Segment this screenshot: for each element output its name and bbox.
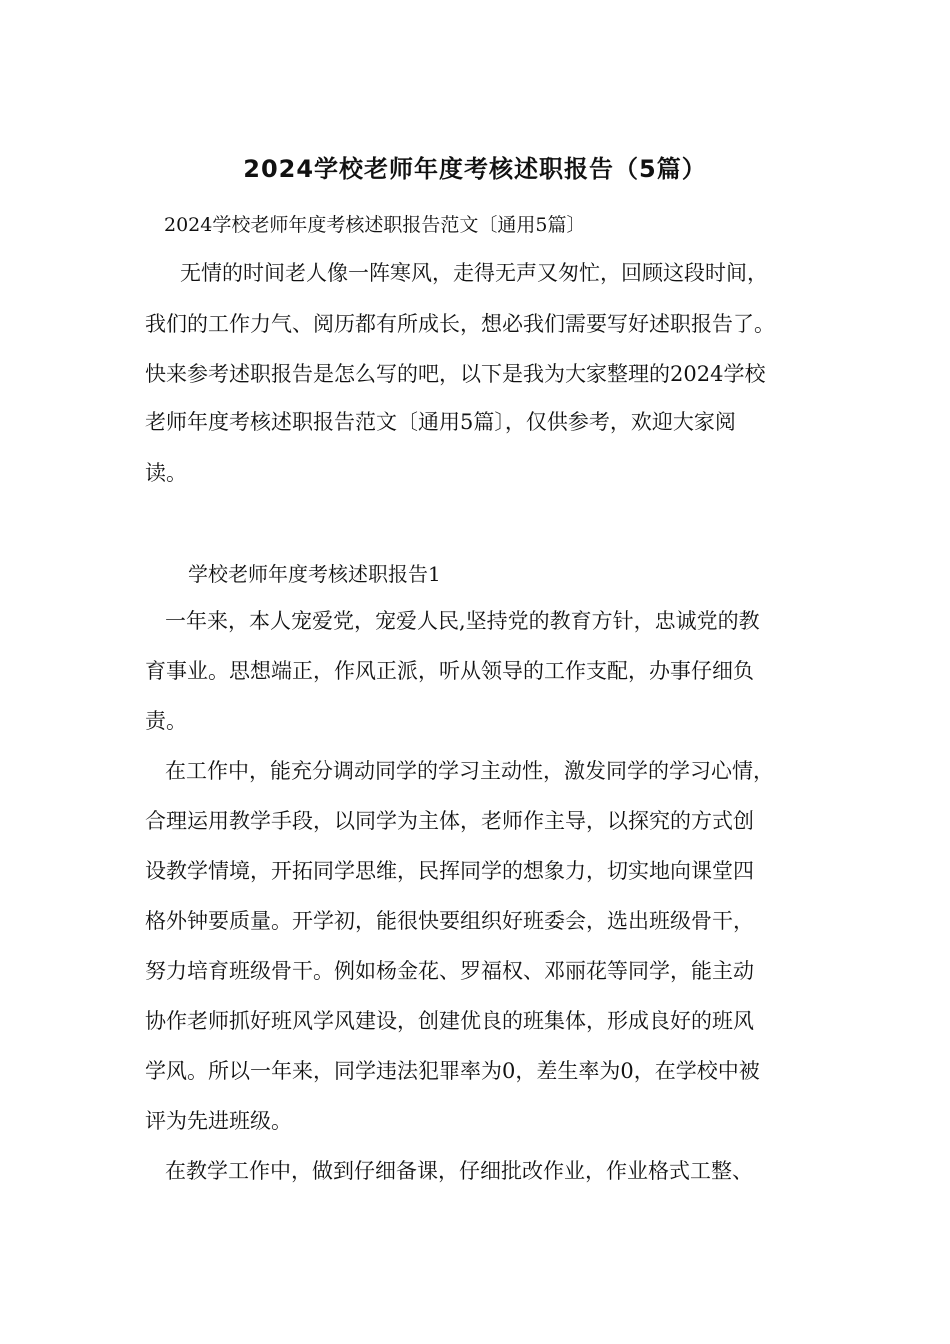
section-heading: 学校老师年度考核述职报告1 [188, 562, 441, 586]
document-title: 2024学校老师年度考核述职报告（5篇） [243, 155, 707, 183]
body-line-3: 责。 [145, 709, 187, 733]
body-line-11: 评为先进班级。 [145, 1109, 292, 1133]
body-line-6: 设教学情境，开拓同学思维，民挥同学的想象力，切实地向课堂四 [145, 859, 754, 883]
body-line-1: 一年来，本人宠爱党，宠爱人民,坚持党的教育方针，忠诚党的教 [165, 609, 760, 633]
body-line-8: 努力培育班级骨干。例如杨金花、罗福权、邓丽花等同学，能主动 [145, 959, 754, 983]
body-line-4: 在工作中，能充分调动同学的学习主动性，激发同学的学习心情， [165, 759, 774, 783]
body-line-12: 在教学工作中，做到仔细备课，仔细批改作业，作业格式工整、 [165, 1159, 753, 1183]
intro-line-2: 我们的工作力气、阅历都有所成长，想必我们需要写好述职报告了。 [145, 312, 775, 336]
body-line-2: 育事业。思想端正，作风正派，听从领导的工作支配，办事仔细负 [145, 659, 754, 683]
intro-line-1: 无情的时间老人像一阵寒风，走得无声又匆忙，回顾这段时间， [180, 261, 768, 285]
intro-line-4: 老师年度考核述职报告范文〔通用5篇〕，仅供参考，欢迎大家阅 [145, 410, 736, 434]
body-line-10: 学风。所以一年来，同学违法犯罪率为0，差生率为0，在学校中被 [145, 1059, 760, 1083]
body-line-7: 格外钟要质量。开学初，能很快要组织好班委会，选出班级骨干， [145, 909, 754, 933]
intro-line-3: 快来参考述职报告是怎么写的吧，以下是我为大家整理的2024学校 [145, 362, 766, 386]
body-line-9: 协作老师抓好班风学风建设，创建优良的班集体，形成良好的班风 [145, 1009, 754, 1033]
intro-line-5: 读。 [145, 461, 187, 485]
document-subtitle: 2024学校老师年度考核述职报告范文〔通用5篇〕 [164, 214, 586, 236]
body-line-5: 合理运用教学手段，以同学为主体，老师作主导，以探究的方式创 [145, 809, 754, 833]
